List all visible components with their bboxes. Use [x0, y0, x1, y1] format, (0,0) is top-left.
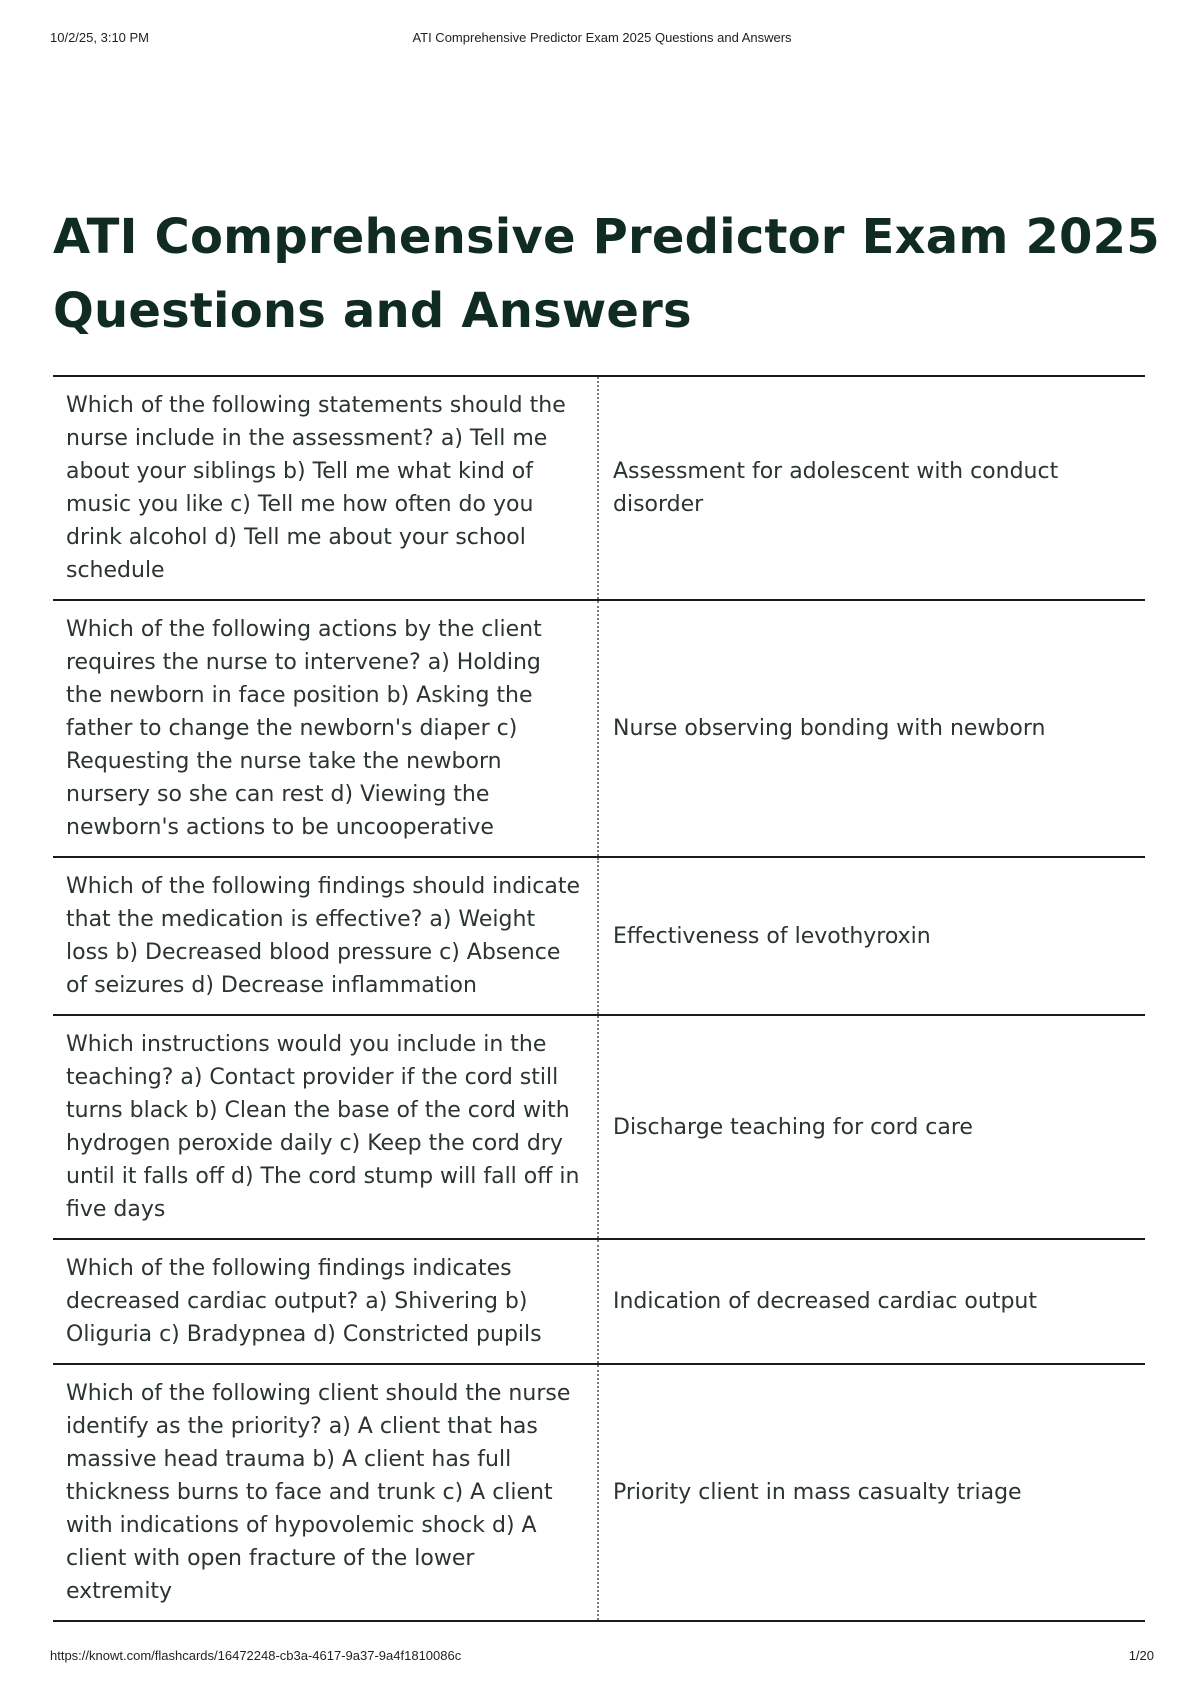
- print-footer: [50, 1648, 1154, 1668]
- flashcard-row: [53, 1365, 1145, 1622]
- flashcard-term: Which instructions would you include in the teaching? a) Contact provider if the cord still turns black b) Clean the base of the cord with hydrogen peroxide daily c) Keep the cord dry until it falls off d) The cord stump will fall off in five days: [53, 1016, 599, 1238]
- flashcard-row: [53, 1016, 1145, 1240]
- page-title: ATI Comprehensive Predictor Exam 2025 Questions and Answers: [53, 209, 1160, 339]
- flashcard-definition: Effectiveness of levothyroxin: [613, 923, 931, 949]
- flashcard-row: [53, 601, 1145, 858]
- flashcard-row: [53, 858, 1145, 1016]
- print-datetime: 10/2/25, 3:10 PM: [50, 30, 150, 45]
- flashcard-term: Which of the following findings indicates decreased cardiac output? a) Shivering b) Oliguria c) Bradypnea d) Constricted pupils: [53, 1240, 599, 1363]
- flashcard-definition: Discharge teaching for cord care: [613, 1114, 973, 1140]
- flashcard-definition: Assessment for adolescent with conduct disorder: [613, 459, 1059, 517]
- flashcard-term: Which of the following findings should indicate that the medication is effective? a) Weight loss b) Decreased blood pressure c) Absence of seizures d) Decrease inflammation: [53, 858, 599, 1014]
- flashcard-definition: Priority client in mass casualty triage: [613, 1480, 1022, 1505]
- flashcard-row: [53, 377, 1145, 601]
- print-url: https://knowt.com/flashcards/16472248-cb3a-4617-9a37-9a4f1810086c: [50, 1648, 462, 1663]
- flashcard-row: [53, 1240, 1145, 1365]
- flashcard-term: Which of the following client should the nurse identify as the priority? a) A client that has massive head trauma b) A client has full thickness burns to face and trunk c) A client with indications of hypovolemic shock d) A client with open fracture of the lower extremity: [53, 1365, 599, 1620]
- flashcard-definition: Indication of decreased cardiac output: [613, 1289, 1037, 1314]
- print-doc-title: ATI Comprehensive Predictor Exam 2025 Questions and Answers: [412, 30, 792, 45]
- page-number: 1/20: [1128, 1648, 1154, 1663]
- print-header: [50, 30, 1154, 50]
- flashcard-term: Which of the following statements should the nurse include in the assessment? a) Tell me about your siblings b) Tell me what kind of music you like c) Tell me how often do you drink alcohol d) Tell me about your school schedule: [53, 377, 599, 599]
- flashcard-term: Which of the following actions by the client requires the nurse to intervene? a) Holding the newborn in face position b) Asking the father to change the newborn's diaper c) Requesting the nurse take the newborn nursery so she can rest d) Viewing the newborn's actions to be uncooperative: [53, 601, 599, 856]
- flashcard-table: [53, 375, 1145, 1622]
- flashcard-definition: Nurse observing bonding with newborn: [613, 716, 1046, 741]
